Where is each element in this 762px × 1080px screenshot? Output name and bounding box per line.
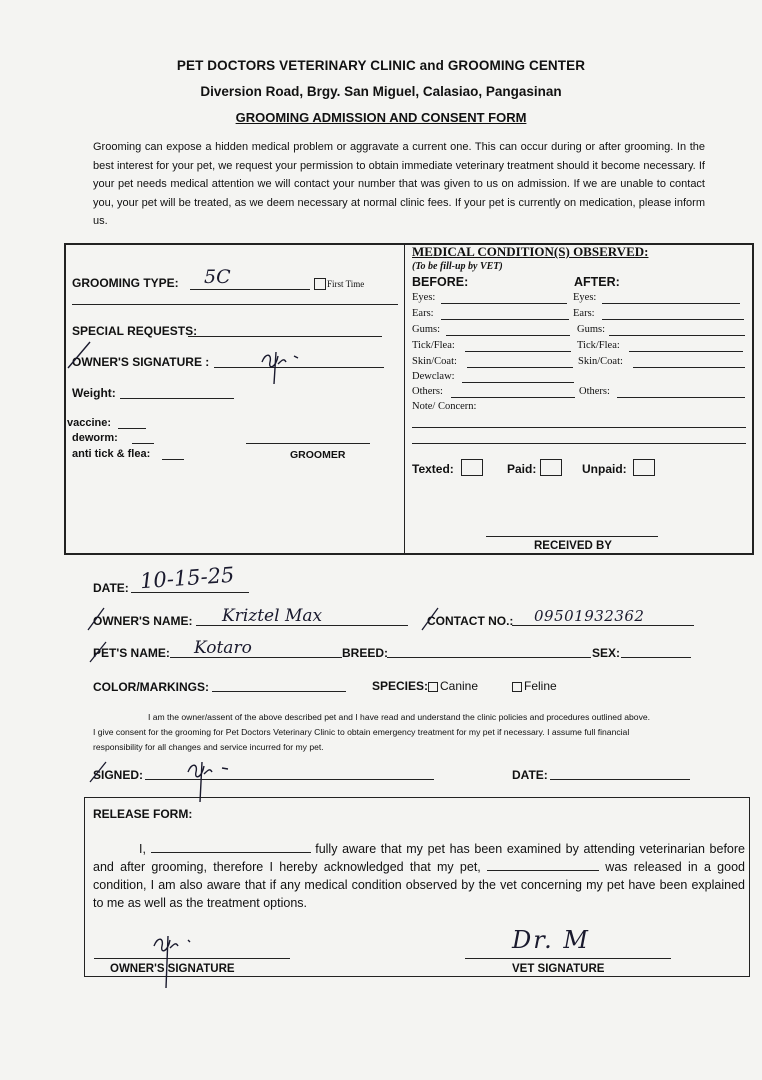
first-time-label: First Time xyxy=(327,279,365,289)
pet-name-value[interactable]: Kotaro xyxy=(194,638,252,658)
before-gums-line[interactable] xyxy=(446,335,570,336)
consent-line-1: I am the owner/assent of the above described pet and I have read and understand the clinic policies and procedures outlined above. xyxy=(147,712,651,722)
release-name-line[interactable] xyxy=(151,841,311,853)
owner-name-value[interactable]: Kriztel Max xyxy=(222,606,323,626)
unpaid-label: Unpaid: xyxy=(582,462,627,476)
contact-line[interactable] xyxy=(512,625,694,626)
special-requests-line[interactable] xyxy=(188,336,382,337)
after-others-line[interactable] xyxy=(617,397,745,398)
release-paragraph xyxy=(93,840,745,912)
strike-mark-icon xyxy=(60,334,100,374)
consent-line-2: I give consent for the grooming for Pet Doctors Veterinary Clinic to obtain emergency treatment for my pet if necessary. I assume full financial xyxy=(93,727,630,737)
after-others-label: Others: xyxy=(579,386,610,397)
signed-strike-icon xyxy=(86,758,110,786)
medical-condition-title: MEDICAL CONDITION(S) OBSERVED: xyxy=(412,244,649,259)
intro-paragraph: Grooming can expose a hidden medical problem or aggravate a current one. This can occur during or after grooming. In the best interest for your pet, we request your permission to obtain immediate veterinary treatment should it become necessary. If your pet needs medical attention we will contact your number that was given to us on admission. If we are unable to contact you, your pet will be treated, as we deem necessary at normal clinic fees. If your pet is currently on medication, please inform us. xyxy=(93,141,705,227)
after-ears-label: Ears: xyxy=(573,308,595,319)
breed-label: BREED: xyxy=(342,646,389,660)
pet-name-label: PET'S NAME: xyxy=(93,646,170,660)
unpaid-checkbox[interactable] xyxy=(633,459,655,476)
canine-label: Canine xyxy=(440,679,479,693)
anti-tick-line[interactable] xyxy=(162,459,184,460)
feline-checkbox[interactable] xyxy=(512,682,522,692)
before-others-label: Others: xyxy=(412,386,443,397)
texted-checkbox[interactable] xyxy=(461,459,483,476)
texted-label: Texted: xyxy=(412,462,454,476)
release-text-1: fully aware that my pet has been examined by attending veterinarian before and after grooming, therefore I hereby acknowledged that my pet, xyxy=(93,842,745,874)
owner-signature-label: OWNER'S SIGNATURE : xyxy=(72,355,210,369)
weight-label: Weight: xyxy=(72,386,116,400)
species-label: SPECIES: xyxy=(372,679,429,693)
release-pet-line[interactable] xyxy=(487,859,599,871)
received-by-label: RECEIVED BY xyxy=(534,540,612,552)
received-by-line[interactable] xyxy=(486,536,658,537)
form-title: GROOMING ADMISSION AND CONSENT FORM xyxy=(235,110,527,125)
owner-name-label: OWNER'S NAME: xyxy=(93,614,193,628)
deworm-line[interactable] xyxy=(132,443,154,444)
after-gums-line[interactable] xyxy=(609,335,745,336)
owner-signature-scribble-icon xyxy=(258,346,304,386)
after-label: AFTER: xyxy=(574,275,620,289)
before-eyes-label: Eyes: xyxy=(412,292,436,303)
groomer-label: GROOMER xyxy=(290,449,346,461)
release-form-title: RELEASE FORM: xyxy=(93,807,193,821)
note-concern-label: Note/ Concern: xyxy=(412,401,477,412)
release-i: I, xyxy=(139,842,146,856)
grooming-type-value[interactable]: 5C xyxy=(204,266,231,288)
grooming-type-label: GROOMING TYPE: xyxy=(72,276,179,290)
before-eyes-line[interactable] xyxy=(441,303,567,304)
special-requests-label: SPECIAL REQUESTS: xyxy=(72,324,198,338)
grooming-type-line-2 xyxy=(72,304,398,305)
grooming-type-line xyxy=(190,289,310,290)
note-line-2[interactable] xyxy=(412,443,746,444)
canine-checkbox[interactable] xyxy=(428,682,438,692)
signed-label: SIGNED: xyxy=(93,768,144,782)
owner-name-strike-icon xyxy=(84,604,108,634)
before-skincoat-label: Skin/Coat: xyxy=(412,356,457,367)
after-tickflea-line[interactable] xyxy=(629,351,743,352)
after-tickflea-label: Tick/Flea: xyxy=(577,340,620,351)
consent-date-label: DATE: xyxy=(512,768,548,782)
contact-label: CONTACT NO.: xyxy=(427,614,514,628)
pet-name-strike-icon xyxy=(86,638,110,666)
sex-label: SEX: xyxy=(592,646,621,660)
sex-line[interactable] xyxy=(621,657,691,658)
paid-label: Paid: xyxy=(507,462,537,476)
groomer-line[interactable] xyxy=(246,443,370,444)
color-markings-label: COLOR/MARKINGS: xyxy=(93,680,209,694)
vaccine-line[interactable] xyxy=(118,428,146,429)
contact-value[interactable]: 09501932362 xyxy=(534,607,645,625)
date-label: DATE: xyxy=(93,581,129,595)
consent-date-line[interactable] xyxy=(550,779,690,780)
after-ears-line[interactable] xyxy=(602,319,744,320)
release-vet-signature-label: VET SIGNATURE xyxy=(512,963,605,975)
after-eyes-line[interactable] xyxy=(602,303,740,304)
release-vet-signature-line[interactable] xyxy=(465,958,671,959)
before-ears-line[interactable] xyxy=(441,319,569,320)
before-dewclaw-line[interactable] xyxy=(462,382,574,383)
consent-line-3: responsibility for all changes and service incurred for my pet. xyxy=(93,742,324,752)
before-dewclaw-label: Dewclaw: xyxy=(412,371,455,382)
before-ears-label: Ears: xyxy=(412,308,434,319)
clinic-name: PET DOCTORS VETERINARY CLINIC and GROOMING CENTER xyxy=(176,58,586,73)
deworm-label: deworm: xyxy=(72,432,118,444)
release-owner-signature-label: OWNER'S SIGNATURE xyxy=(110,963,235,975)
before-label: BEFORE: xyxy=(412,275,469,289)
before-gums-label: Gums: xyxy=(412,324,441,335)
release-text-2: was released in a good condition, I am also aware that if any medical condition observed by the vet concerning my pet have been explained to me as well as the treatment options. xyxy=(93,860,745,910)
contact-strike-icon xyxy=(418,604,442,634)
vaccine-label: vaccine: xyxy=(67,417,112,429)
before-tickflea-line[interactable] xyxy=(465,351,571,352)
after-skincoat-line[interactable] xyxy=(633,367,745,368)
note-line-1[interactable] xyxy=(412,427,746,428)
before-skincoat-line[interactable] xyxy=(467,367,573,368)
first-time-checkbox[interactable] xyxy=(314,278,326,290)
weight-line[interactable] xyxy=(120,398,234,399)
before-tickflea-label: Tick/Flea: xyxy=(412,340,455,351)
color-markings-line[interactable] xyxy=(212,691,346,692)
date-value[interactable]: 10-15-25 xyxy=(139,562,236,594)
panel-divider xyxy=(404,243,405,555)
anti-tick-label: anti tick & flea: xyxy=(72,448,151,460)
feline-label: Feline xyxy=(524,679,557,693)
clinic-address: Diversion Road, Brgy. San Miguel, Calasiao, Pangasinan xyxy=(200,84,562,99)
before-others-line[interactable] xyxy=(451,397,575,398)
paid-checkbox[interactable] xyxy=(540,459,562,476)
after-skincoat-label: Skin/Coat: xyxy=(578,356,623,367)
medical-condition-subtitle: (To be fill-up by VET) xyxy=(412,261,503,272)
after-eyes-label: Eyes: xyxy=(573,292,597,303)
breed-line[interactable] xyxy=(387,657,591,658)
release-owner-signature-scribble-icon xyxy=(150,932,206,990)
after-gums-label: Gums: xyxy=(577,324,606,335)
release-vet-signature-value: Dr. M xyxy=(512,926,590,954)
